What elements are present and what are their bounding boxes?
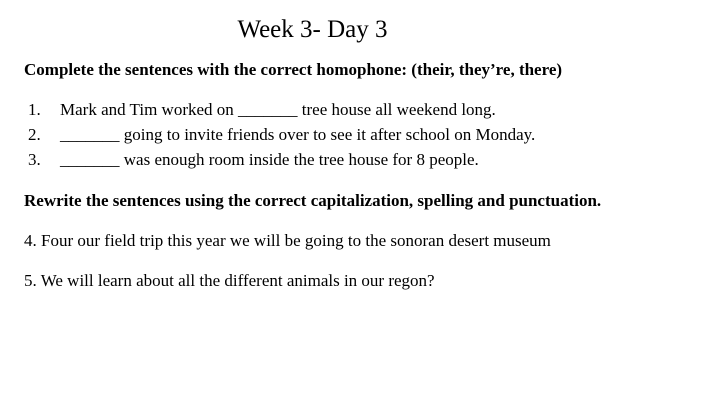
rewrite-sentence-5: 5. We will learn about all the different animals in our regon?	[24, 271, 435, 290]
homophone-instruction: Complete the sentences with the correct homophone: (their, they’re, there)	[24, 60, 563, 79]
list-item	[28, 122, 535, 147]
item-number: 2.	[28, 125, 41, 144]
item-number: 3.	[28, 150, 41, 169]
homophone-sentence-list	[28, 97, 535, 172]
rewrite-sentence-4: 4. Four our field trip this year we will be going to the sonoran desert museum	[24, 231, 551, 250]
list-item	[28, 97, 535, 122]
item-text: _______ going to invite friends over to see it after school on Monday.	[60, 125, 536, 144]
item-number: 1.	[28, 100, 41, 119]
page-title: Week 3- Day 3	[237, 16, 388, 43]
rewrite-instruction: Rewrite the sentences using the correct capitalization, spelling and punctuation.	[24, 191, 602, 210]
item-text: _______ was enough room inside the tree house for 8 people.	[60, 150, 479, 169]
list-item	[28, 147, 535, 172]
item-text: Mark and Tim worked on _______ tree house all weekend long.	[60, 100, 496, 119]
